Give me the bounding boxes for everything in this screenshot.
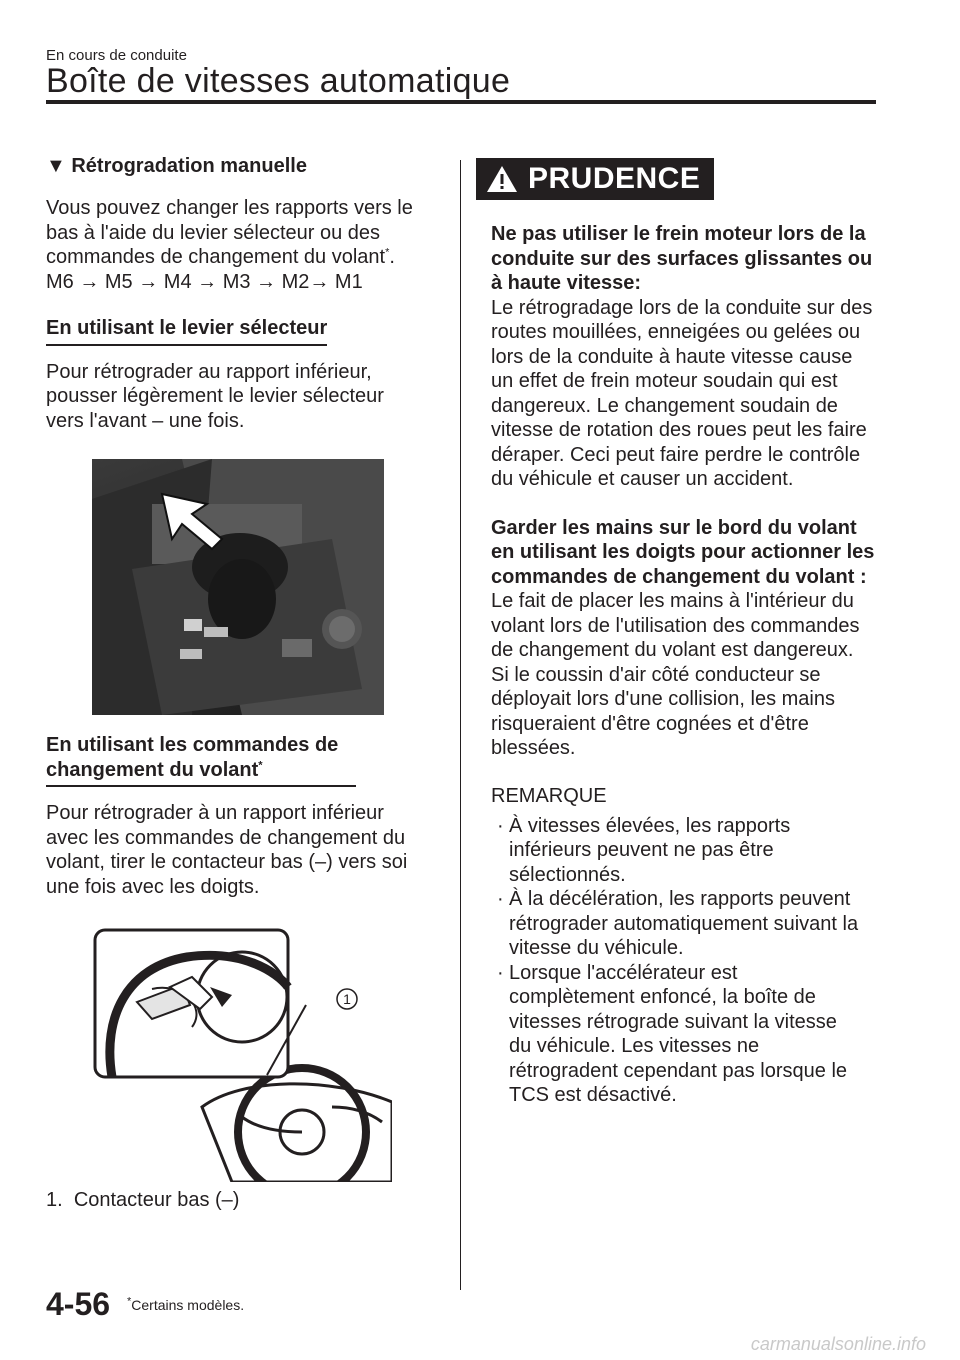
- intro-paragraph: [46, 196, 426, 270]
- warning-1-title: Ne pas utiliser le frein moteur lors de la conduite sur des surfaces glissantes ou à haute vitesse:: [491, 223, 873, 294]
- shift-lever-illustration: [92, 459, 384, 715]
- warning-1-text: Le rétrogradage lors de la conduite sur des routes mouillées, enneigées ou gelées ou lors de la conduite à haute vitesse cause un effet de frein moteur soudain qui est dangereux. Le changement soudain de vitesse de rotation des roues peut les faire déraper. Ceci peut faire perdre le contrôle du véhicule et causer un accident.: [491, 296, 873, 490]
- figure-caption: [46, 1188, 436, 1213]
- warning-triangle-icon: [486, 165, 518, 193]
- list-item: · Lorsque l'accélérateur est complètement enfoncé, la boîte de vitesses rétrograde suivant la vitesse du véhicule. Les vitesses ne rétrogradent cependant pas lorsque le TCS est désactivé.: [491, 961, 861, 1108]
- left-column: [46, 155, 436, 1213]
- steering-wheel-figure: [92, 927, 392, 1182]
- section-heading-text: Rétrogradation manuelle: [71, 155, 307, 177]
- section-label: En cours de conduite: [46, 47, 187, 64]
- watermark: carmanualsonline.info: [750, 1334, 926, 1354]
- section-heading: [46, 155, 436, 178]
- gear-sequence: M6 → M5 → M4 → M3 → M2→ M1: [46, 270, 363, 293]
- footnote: [127, 1297, 244, 1313]
- footnote-mark: *: [385, 246, 390, 259]
- column-divider: [460, 160, 461, 1290]
- remark-title: REMARQUE: [491, 784, 607, 807]
- prudence-label: PRUDENCE: [528, 162, 701, 195]
- lever-text: Pour rétrograder au rapport inférieur, pousser légèrement le levier sélecteur vers l'avant – une fois.: [46, 360, 384, 432]
- footnote-text: Certains modèles.: [131, 1297, 245, 1313]
- steering-wheel-illustration: [92, 927, 392, 1182]
- callout-number: 1: [343, 991, 351, 1007]
- right-column: [491, 158, 881, 1108]
- page-number: 4-56: [46, 1286, 111, 1322]
- shift-lever-photo: [92, 459, 384, 715]
- lever-heading: En utilisant le levier sélecteur: [46, 316, 327, 346]
- intro-text: Vous pouvez changer les rapports vers le bas à l'aide du levier sélecteur ou des commandes de changement du volant: [46, 197, 413, 268]
- paddle-heading: [46, 733, 356, 787]
- paddle-text: Pour rétrograder à un rapport inférieur avec les commandes de changement du volant, tirer le contacteur bas (–) vers soi une fois avec les doigts.: [46, 802, 408, 898]
- list-item: · À la décélération, les rapports peuvent rétrograder automatiquement suivant la vitesse du véhicule.: [491, 887, 861, 961]
- paddle-footnote-mark: *: [258, 758, 263, 771]
- header-rule: [46, 100, 876, 104]
- page-title: Boîte de vitesses automatique: [46, 62, 511, 100]
- warning-2-text: Le fait de placer les mains à l'intérieur du volant lors de l'utilisation des commandes de changement du volant est dangereux. Si le coussin d'air côté conducteur se déployait lors d'une collision, les mains risqueraient d'être cognées et d'être blessées.: [491, 590, 860, 759]
- paddle-heading-text: En utilisant les commandes de changement du volant: [46, 734, 339, 781]
- list-item: · À vitesses élevées, les rapports inférieurs peuvent ne pas être sélectionnés.: [491, 814, 861, 888]
- prudence-banner: [476, 158, 714, 200]
- caption-number: 1.: [46, 1189, 63, 1211]
- caption-text: Contacteur bas (–): [73, 1189, 240, 1211]
- warning-2-title: Garder les mains sur le bord du volant en utilisant les doigts pour actionner les commandes de changement du volant :: [491, 516, 875, 588]
- footnote-mark: *: [127, 1295, 132, 1308]
- intro-end: .: [389, 246, 395, 268]
- triangle-marker-icon: ▼: [46, 155, 66, 177]
- remark-list: [491, 814, 861, 1108]
